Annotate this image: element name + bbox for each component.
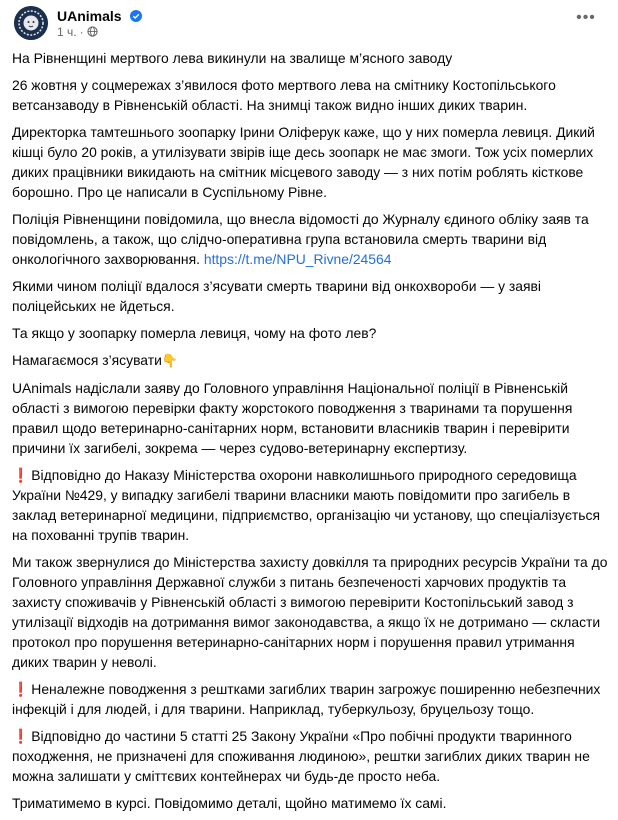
paragraph-text: 26 жовтня у соцмережах з’явилося фото мертвого лева на смітнику Костопільського ветсанзаводу в Рівненській області. На знимці також видно інших диких тварин.	[12, 77, 556, 113]
post-paragraph	[12, 75, 608, 115]
page-name[interactable]: UAnimals	[57, 7, 122, 24]
post-paragraph	[12, 122, 608, 202]
paragraph-text: Поліція Рівненщини повідомила, що внесла відомості до Журналу єдиного обліку заяв та повідомлень, а також, що слідчо-оперативна група встановила смерть тварини від онкологічного захворювання.	[12, 211, 589, 267]
telegram-link[interactable]: https://t.me/NPU_Rivne/24564	[203, 251, 392, 267]
post-paragraph	[12, 209, 608, 269]
paragraph-text: Директорка тамтешнього зоопарку Ірини Оліферук каже, що у них померла левиця. Дикий кішці було 20 років, а утилізувати звірів іще десь зоопарк не має змоги. Тож усіх померлих диких працівники викидають на смітник місцевого заводу — з них потім роблять кісткове борошно. Про це написали в Суспільному Рівне.	[12, 124, 595, 200]
paragraph-text: Ми також звернулися до Міністерства захисту довкілля та природних ресурсів України та до Головного управління Державної служби з питань безпеченості харчових продуктів та захисту споживачів у Рівненській області з вимогою перевірити Костопільський завод з утилізації відходів на дотримання вимог законодавства, а якщо їх не дотримано — скласти протокол про порушення ветеринарно-санітарних норм і порушення правил утримання диких тварин у неволі.	[12, 554, 608, 670]
post-paragraph	[12, 48, 608, 68]
exclamation-icon: ❗	[12, 681, 30, 697]
paragraph-text: Триматимемо в курсі. Повідомимо деталі, щойно матимемо їх самі.	[12, 795, 447, 811]
post-paragraph	[12, 793, 608, 813]
meta-separator: ·	[79, 25, 84, 39]
lion-logo-icon	[14, 6, 48, 40]
more-options-button[interactable]: •••	[576, 9, 596, 26]
paragraph-text: Намагаємося з’ясувати	[12, 352, 162, 368]
post-paragraph	[12, 350, 608, 371]
paragraph-text: UAnimals надіслали заяву до Головного управління Національної поліції в Рівненській області з вимогою перевірки факту жорстокого поводження з тваринами та порушення правил щодо ветеринарно-санітарних норм, встановити власників тварин і перевірити причини їх загибелі, зокрема — через судово-ветеринарну експертизу.	[12, 380, 573, 456]
post-paragraph	[12, 323, 608, 343]
exclamation-icon: ❗	[12, 467, 30, 483]
post-paragraph	[12, 679, 608, 719]
post-meta	[57, 25, 98, 39]
post-paragraph	[12, 378, 608, 458]
paragraph-text: Якими чином поліції вдалося з’ясувати смерть тварини від онкохвороби — у заяві поліцейських не йдеться.	[12, 278, 541, 314]
page-avatar[interactable]	[14, 6, 48, 40]
exclamation-icon: ❗	[12, 728, 30, 744]
post-paragraph	[12, 276, 608, 316]
paragraph-text: На Рівненщині мертвого лева викинули на звалище м’ясного заводу	[12, 50, 453, 66]
post-body	[12, 48, 608, 820]
post-paragraph	[12, 726, 608, 786]
verified-badge-icon	[130, 10, 142, 22]
pointing-down-icon: 👇	[161, 353, 179, 368]
post-paragraph	[12, 552, 608, 672]
paragraph-text: Та якщо у зоопарку померла левиця, чому на фото лев?	[12, 325, 377, 341]
post-time[interactable]: 1 ч.	[57, 25, 77, 39]
paragraph-text: Неналежне поводження з рештками загиблих тварин загрожує поширенню небезпечних інфекцій і для людей, і для тварини. Наприклад, туберкульозу, бруцельозу тощо.	[12, 681, 601, 717]
post-header	[14, 6, 604, 42]
post-paragraph	[12, 465, 608, 545]
paragraph-text: Відповідно до Наказу Міністерства охорони навколишнього природного середовища України №429, у випадку загибелі тварини власники мають повідомити про загибель в заклад ветеринарної медицини, підприємство, організацію чи установу, що спеціалізується на похованні трупів тварин.	[12, 467, 600, 543]
paragraph-text: Відповідно до частини 5 статті 25 Закону України «Про побічні продукти тваринного походження, не призначені для споживання людиною», рештки загиблих диких тварин не можна залишати у сміттєвих контейнерах чи будь-де просто неба.	[12, 728, 590, 784]
globe-icon[interactable]	[87, 26, 98, 37]
